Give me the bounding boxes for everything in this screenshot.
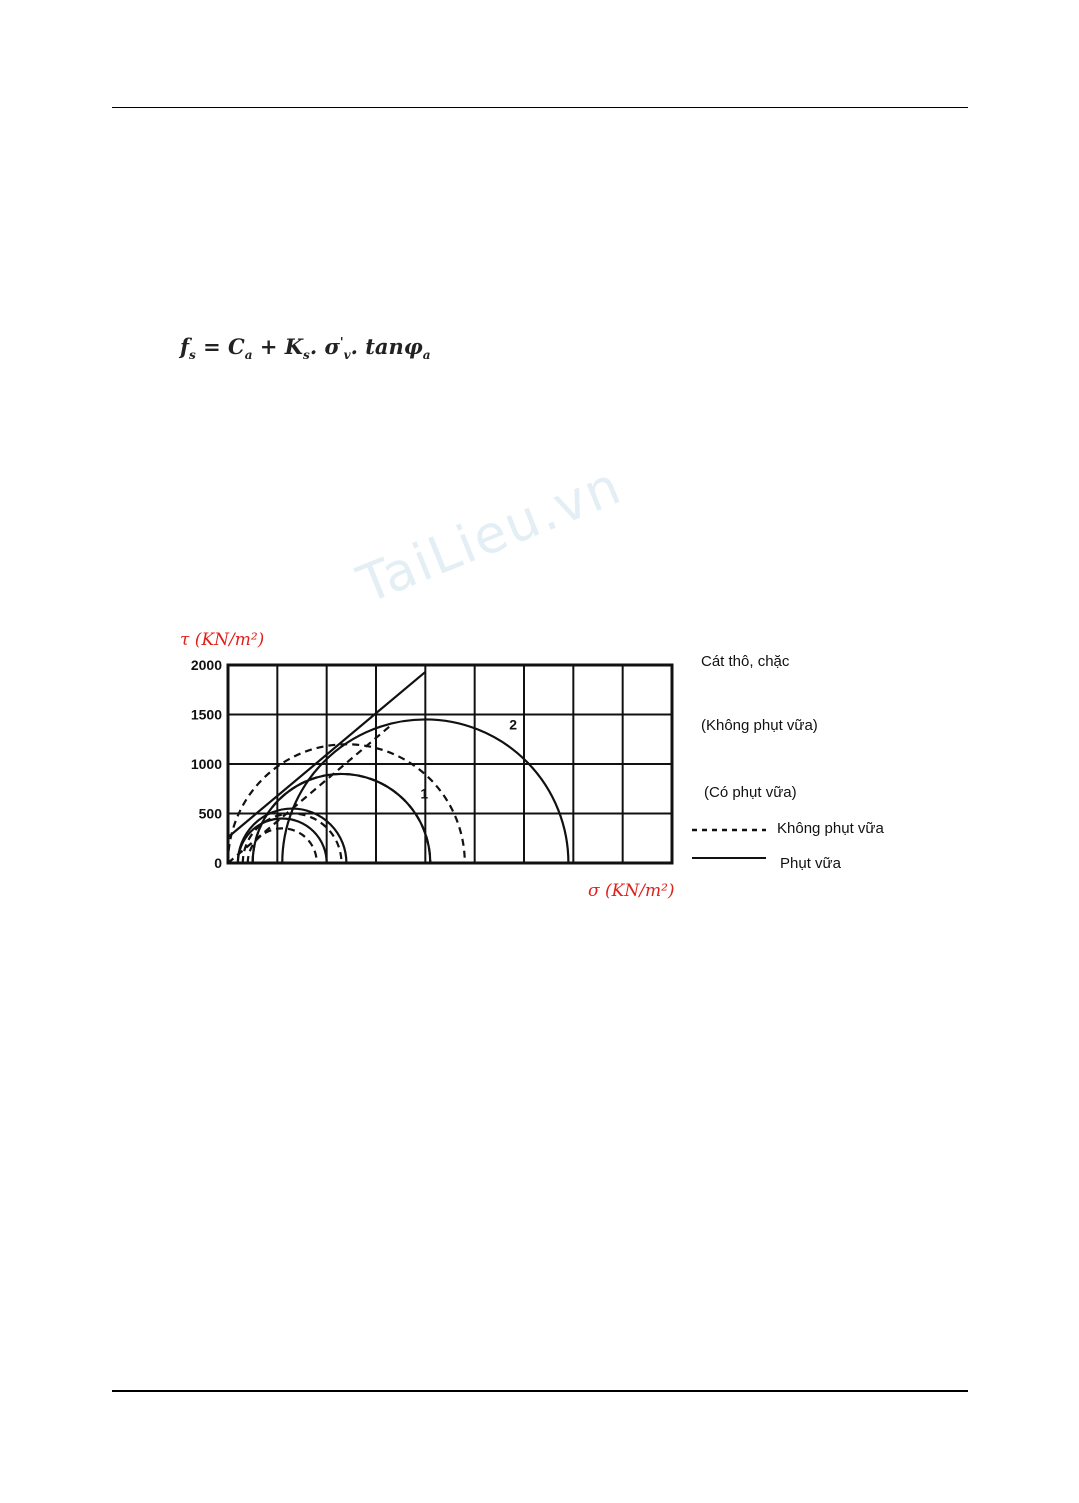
curve-labels xyxy=(420,716,517,801)
curve-label-1: 1 xyxy=(420,785,429,802)
y-tick-label: 500 xyxy=(198,805,222,822)
formula-term3-sup: ' xyxy=(339,335,344,349)
legend-title: Cát thô, chặc xyxy=(701,653,790,670)
formula-term2-sub: s xyxy=(303,348,310,363)
legend-series-1: (Không phụt vữa) xyxy=(701,717,818,734)
mohr-circles xyxy=(228,719,568,863)
x-axis-label: σ (KN/m²) xyxy=(588,881,675,901)
formula-equals: = xyxy=(203,334,221,359)
formula-dot: . xyxy=(309,334,318,359)
formula-term4: . tanφ xyxy=(350,334,423,359)
formula-term3: σ xyxy=(324,334,340,359)
formula-term3-sub: v xyxy=(343,348,351,363)
legend-keys xyxy=(692,830,766,858)
y-tick-label: 0 xyxy=(214,855,222,871)
legend-series-2: (Có phụt vữa) xyxy=(704,784,797,801)
axis-labels xyxy=(180,630,675,901)
footer-rule xyxy=(112,1390,968,1392)
watermark: TaiLieu.vn xyxy=(350,455,631,616)
y-tick-labels xyxy=(191,657,222,871)
formula-term1-sub: a xyxy=(244,348,253,363)
formula-term1: C xyxy=(228,334,245,359)
chart-grid xyxy=(228,665,672,863)
y-tick-label: 1000 xyxy=(190,756,222,772)
formula-term2: K xyxy=(284,334,304,359)
formula-lhs-sub: s xyxy=(189,348,196,363)
legend-key-solid-label: Phụt vữa xyxy=(780,855,841,872)
y-axis-label: τ (KN/m²) xyxy=(180,630,265,650)
curve-label-2: 2 xyxy=(509,716,517,733)
legend-key-dashed-label: Không phụt vữa xyxy=(777,820,884,837)
y-tick-label: 1500 xyxy=(190,706,222,723)
formula-lhs: f xyxy=(180,334,190,359)
formula-plus: + xyxy=(259,334,278,359)
y-tick-label: 2000 xyxy=(190,657,222,673)
formula-term4-sub: a xyxy=(422,348,431,363)
